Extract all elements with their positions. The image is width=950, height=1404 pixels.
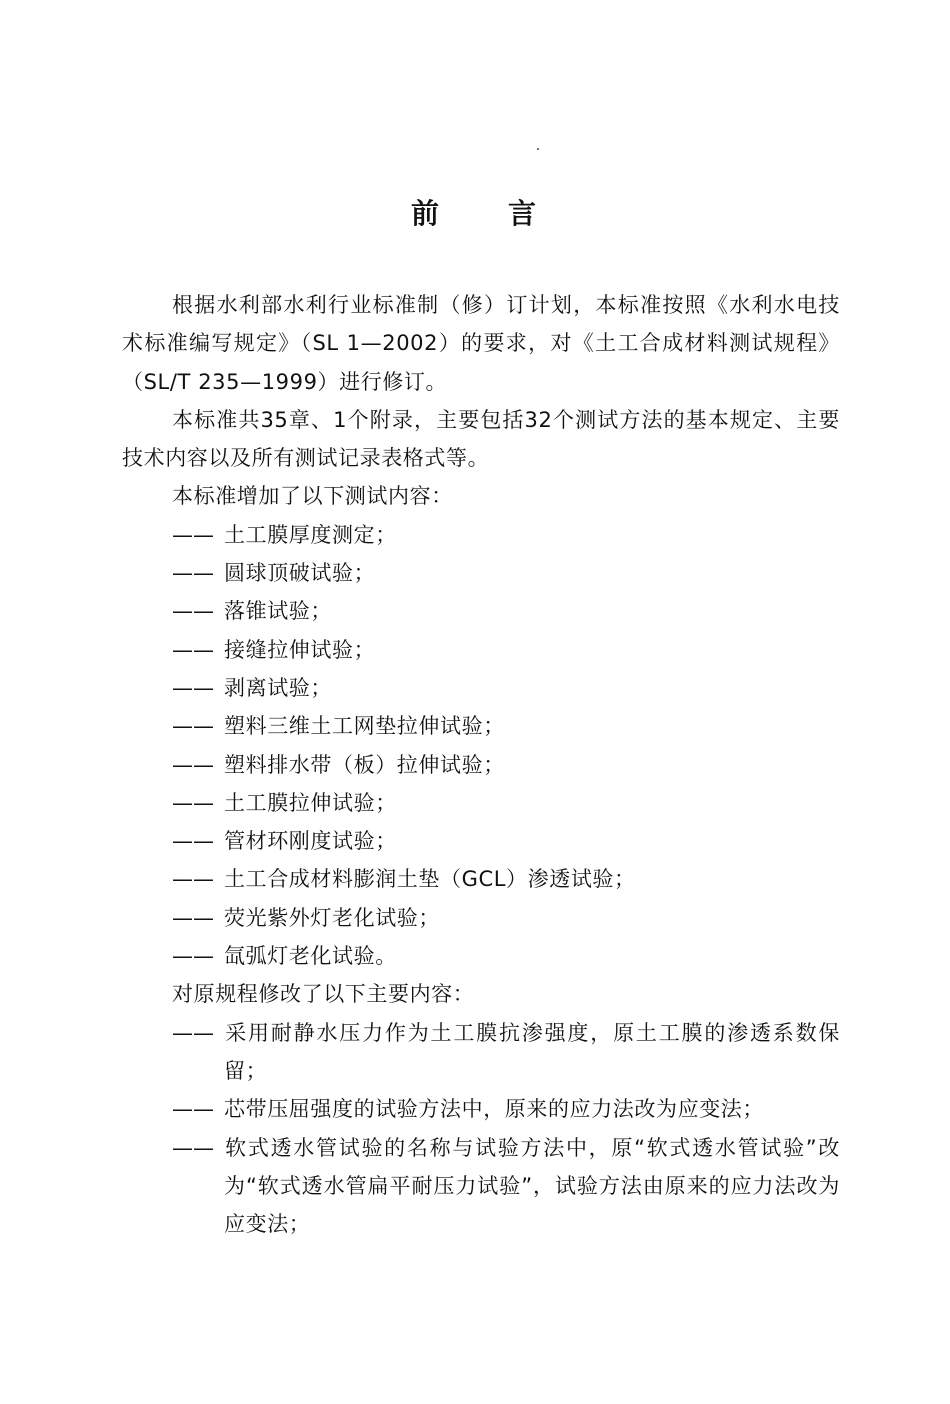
list-item-text: 软式透水管试验的名称与试验方法中，原“软式透水管试验”改为“软式透水管扁平耐压力试验”，试验方法由原来的应力法改为应变法； bbox=[224, 1135, 840, 1237]
modified-section-intro: 对原规程修改了以下主要内容： bbox=[172, 982, 475, 1007]
modified-items-list bbox=[122, 1014, 840, 1244]
added-list-item bbox=[122, 899, 840, 937]
list-item-text: 管材环刚度试验； bbox=[224, 829, 397, 854]
page-title bbox=[0, 194, 950, 234]
dash-marker: —— bbox=[172, 1020, 214, 1045]
added-list-item bbox=[122, 592, 840, 630]
added-section-intro: 本标准增加了以下测试内容： bbox=[172, 484, 453, 509]
list-item-text: 塑料排水带（板）拉伸试验； bbox=[224, 752, 505, 777]
added-list-item bbox=[122, 554, 840, 592]
list-item-text: 圆球顶破试验； bbox=[224, 561, 376, 586]
list-item-text: 土工膜厚度测定； bbox=[224, 522, 397, 547]
added-list-item bbox=[122, 631, 840, 669]
dash-marker: —— bbox=[172, 752, 214, 777]
added-list-item bbox=[122, 860, 840, 898]
scan-dot bbox=[537, 148, 539, 150]
list-item-text: 氙弧灯老化试验。 bbox=[224, 944, 397, 969]
list-item-text: 剥离试验； bbox=[224, 675, 332, 700]
dash-marker: —— bbox=[172, 829, 214, 854]
added-list-item bbox=[122, 746, 840, 784]
added-items-list bbox=[122, 516, 840, 976]
modified-list-item bbox=[122, 1129, 840, 1244]
added-list-item bbox=[122, 822, 840, 860]
added-list-item bbox=[122, 516, 840, 554]
modified-list-item bbox=[122, 1090, 840, 1128]
list-item-text: 接缝拉伸试验； bbox=[224, 637, 376, 662]
dash-marker: —— bbox=[172, 714, 214, 739]
added-list-item bbox=[122, 707, 840, 745]
dash-marker: —— bbox=[172, 675, 214, 700]
paragraph-revision-basis: 根据水利部水利行业标准制（修）订计划，本标准按照《水利水电技术标准编写规定》（SL 1—2002）的要求，对《土工合成材料测试规程》（SL/T 235—1999）进行修订。 bbox=[122, 293, 840, 394]
added-list-item bbox=[122, 669, 840, 707]
dash-marker: —— bbox=[172, 561, 214, 586]
dash-marker: —— bbox=[172, 867, 214, 892]
dash-marker: —— bbox=[172, 944, 214, 969]
dash-marker: —— bbox=[172, 905, 214, 930]
dash-marker: —— bbox=[172, 790, 214, 815]
list-item-text: 土工合成材料膨润土垫（GCL）渗透试验； bbox=[224, 867, 636, 892]
list-item-text: 落锥试验； bbox=[224, 599, 332, 624]
added-list-item bbox=[122, 784, 840, 822]
title-char-1: 前 bbox=[410, 197, 442, 230]
list-item-text: 采用耐静水压力作为土工膜抗渗强度，原土工膜的渗透系数保留； bbox=[224, 1020, 840, 1083]
preface-body bbox=[122, 286, 840, 1243]
dash-marker: —— bbox=[172, 637, 214, 662]
dash-marker: —— bbox=[172, 522, 214, 547]
dash-marker: —— bbox=[172, 1135, 214, 1160]
dash-marker: —— bbox=[172, 599, 214, 624]
paragraph-scope: 本标准共35章、1个附录，主要包括32个测试方法的基本规定、主要技术内容以及所有测试记录表格式等。 bbox=[122, 407, 840, 471]
dash-marker: —— bbox=[172, 1097, 214, 1122]
title-char-2: 言 bbox=[508, 197, 540, 230]
list-item-text: 荧光紫外灯老化试验； bbox=[224, 905, 440, 930]
list-item-text: 芯带压屈强度的试验方法中，原来的应力法改为应变法； bbox=[224, 1097, 764, 1122]
list-item-text: 塑料三维土工网垫拉伸试验； bbox=[224, 714, 505, 739]
modified-list-item bbox=[122, 1014, 840, 1091]
list-item-text: 土工膜拉伸试验； bbox=[224, 790, 397, 815]
added-list-item bbox=[122, 937, 840, 975]
